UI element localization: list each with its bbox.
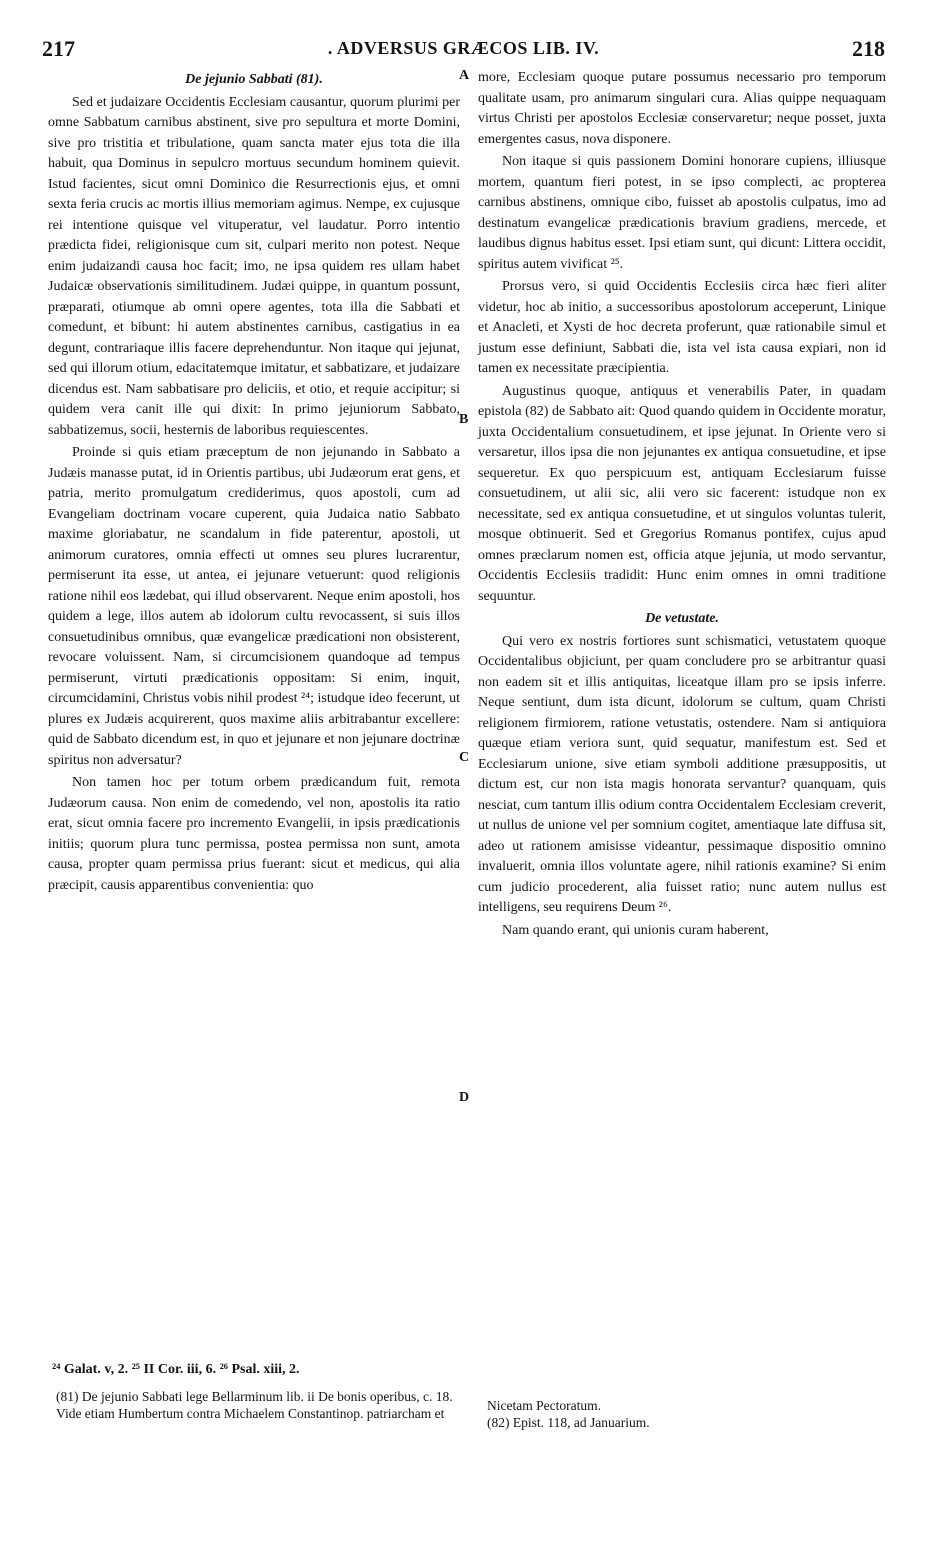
- paragraph: Proinde si quis etiam præceptum de non jejunando in Sabbato a Judæis manasse putat, id in Orientis partibus, ubi Judæorum erat gens, et patria, merito promulgatum crediderimus, quos apostoli, cum ad Evangeliam doctrinam vocare cuperent, quia Judaica natio Sabbato maxime gloriabatur, ne scandalum in fide paterentur, apostoli, ut animorum curatores, omnia effecti ut omnes seu plures lucrarentur, permiserunt ita esse, ut antea, ei jejunare vetuerunt: quod religionis ratione nihil eos lædebat, qui illud observarent. Neque enim apostoli, hos quidem a lege, illos autem ab idolorum cultu revocassent, si suis illos consuetudinibus omnibus, quæ evangelicæ prædicationi non obsisterent, revocare voluissent. Nam, si circumcisionem quandoque ad tempus permiserunt, virtuti prædicationis oppositam: Si enim, inquit, circumcidamini, Christus vobis nihil prodest ²⁴; istudque ideo fecerunt, ut plures ex Judæis acquirerent, quos maxime aliis arbitrabantur excellere: quid de Sabbato dicendum est, in quo et jejunare et non jejunare doctrinæ spiritus non adversatur?: [48, 445, 460, 768]
- margin-letter-a: A: [459, 68, 470, 83]
- right-column: [478, 68, 886, 943]
- paragraph: Prorsus vero, si quid Occidentis Ecclesiis circa hæc fieri aliter videtur, hoc ab initio, a successoribus apostolorum acceperunt, Linique et Anacleti, et Xysti de hoc decreta proferunt, quæ rationabile simul et justum esse definiunt, Sabbati die, ista vel ista causa expiari, non id tamen ex necessitate præcipientia.: [478, 279, 886, 376]
- paragraph: Non itaque si quis passionem Domini honorare cupiens, illiusque mortem, quantum fieri potest, in se ipso complecti, ac propterea carnibus abstinens, omnique cibo, fuisset ab apostolis culpatus, imo ad destinatum evangelicæ prædicationis bravium gradiens, mercede, et laudibus dignus habitus esset. Ipsi etiam sunt, qui dicunt: Littera occidit, spiritus autem vivificat ²⁵.: [478, 154, 886, 272]
- margin-letter-c: C: [459, 750, 470, 765]
- footnote-81: [56, 1388, 456, 1422]
- right-page-number: 218: [852, 36, 885, 61]
- section-title-antiquity: De vetustate.: [645, 611, 719, 626]
- scripture-references: ²⁴ Galat. v, 2. ²⁵ II Cor. iii, 6. ²⁶ Psal. xiii, 2.: [52, 1362, 300, 1377]
- paragraph: Qui vero ex nostris fortiores sunt schismatici, vetustatem quoque Occidentalibus objiciunt, per quam concludere pro se arbitrantur quasi non eadem sit et illis antiquitas, liceatque illam pro se ipsis inferre. Neque sentiunt, dum ista dicunt, idolorum se cultum, quam Christi religionem firmiorem, ratione vetustatis, ostendere. Nam si antiquiora quæque etiam veriora sunt, quid sequatur, manifestum est. Sed et Ecclesiarum unione, sive etiam symboli additione præsuppositis, ut dictum est, cur non ista magis honorata servantur? quanquam, quis nesciat, cum tantum illis odium contra Occidentalem Ecclesiam creverit, ut nullus de unione vel per somnium cogitet, amentiaque late diffusa sit, adeo ut rationem amisisse videantur, pessimaque dispositio omnino invaluerit, omnia illos voluntate agere, nihil rationis examine? Si enim cum judicio procederent, alia fuisset ratio; nunc autem nullus est intelligens, seu requirens Deum ²⁶.: [478, 633, 886, 915]
- footnote-82: (82) Epist. 118, ad Januarium.: [487, 1415, 650, 1430]
- paragraph: Sed et judaizare Occidentis Ecclesiam causantur, quorum plurimi per omne Sabbatum carnibus abstinent, sive pro sepultura et morte Domini, sive pro tristitia et tribulatione, quam sancta mater ejus tota die illa habuit, qua Dominus in sepulcro mortuus secundum hominem quievit. Istud facientes, sicut omni Dominico die Resurrectionis ejus, et omni sexta feria crucis ac mortis illius memoriam agimus. Nempe, ex cujusque rei intentione quisque vel vituperatur, vel laudatur. Porro intentio prædicta fidei, religionisque cum sit, culpari merito non potest. Neque enim judaizandi causa hoc facit; imo, ne ipsa quidem res ullam habet Judaicæ observationis similitudinem. Judæi quippe, in quantum possunt, præparati, otiumque ab omni opere agentes, tota illa die Sabbati et comedunt, et bibunt: hi autem abstinentes carnibus, castigatius in ea degunt, contrariaque illis facere deprehenduntur. Non itaque qui jejunat, sed qui illorum otium, edacitatemque imitatur, et sabbatizare, et judaizare dicendus est. Nam sabbatisare pro deliciis, et otio, et requie accipitur; si quidem vera canit ille qui dixit: In primo jejuniorum Sabbato, sabbatizemus, socii, hesternis de laboribus requiescentes.: [48, 94, 460, 438]
- paragraph: Non tamen hoc per totum orbem prædicandum fuit, remota Judæorum causa. Non enim de comedendo, vel non, apostolis ita ratio erat, sicut omnia facere pro incremento Evangelii, in ipsis prædicationis initiis; quorum plura tunc permissa, postea permissa non sunt, amota causa, propter quam permissa prius fuerant: sicut et medicus, qui alia præcipit, causis apparentibus convenientia: quo: [48, 775, 460, 893]
- footnote-81-continued: Nicetam Pectoratum.: [487, 1398, 601, 1413]
- section-title-sabbath-fast: De jejunio Sabbati (81).: [185, 72, 323, 87]
- margin-letter-d: D: [459, 1090, 470, 1105]
- left-page-number: 217: [42, 36, 75, 61]
- running-header: [42, 36, 885, 66]
- running-title: . ADVERSUS GRÆCOS LIB. IV.: [327, 38, 600, 58]
- paragraph: Nam quando erant, qui unionis curam haberent,: [502, 922, 769, 938]
- footnotes-right: [487, 1397, 887, 1431]
- paragraph: Augustinus quoque, antiquus et venerabilis Pater, in quadam epistola (82) de Sabbato ait: Quod quando quidem in Occidente moratur, juxta Occidentalium consuetudinem, et ipse jejunat. In Oriente vero si versaretur, illos ipsa die non jejunantes ex antiqua consuetudine, et ipse sequeretur. Ex quo perspicuum est, antiquam Ecclesiarum fuisse consuetudinem, ut alii sic, alii vero sic facerent: istudque non ex necessitate, sed ex antiqua consuetudine, et ut singulos voluntas tulerit, mosque obtinuerit. Sed et Gregorius Romanus pontifex, cujus apud omnes præclarum nomen est, officia atque jejunia, ut modo servantur, Occidentis Ecclesiis tradidit: Hunc enim omnes in omni traditione sequuntur.: [478, 383, 886, 604]
- paragraph: more, Ecclesiam quoque putare possumus necessario pro temporum qualitate usam, pro animarum singulari cura. Alias quippe nequaquam virtus Christi per apostolos Ecclesiæ conservaretur; neque posset, juxta emergentes casus, nova disponere.: [478, 70, 886, 147]
- margin-letter-b: B: [459, 412, 469, 427]
- left-column: [48, 68, 460, 898]
- footnote-text: (81) De jejunio Sabbati lege Bellarminum lib. ii De bonis operibus, c. 18. Vide etiam Humbertum contra Michaelem Constantinop. patriarcham et: [56, 1389, 453, 1421]
